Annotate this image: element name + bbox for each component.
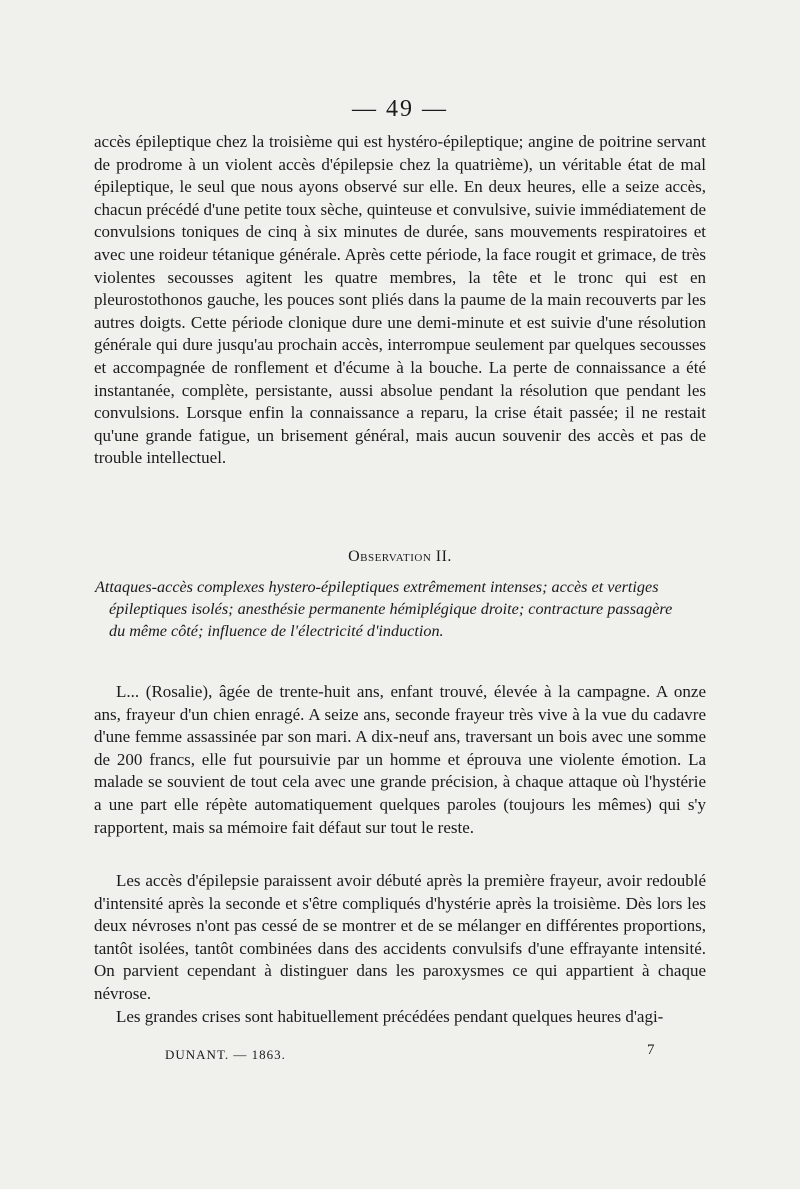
observation-title: Observation II. — [348, 548, 452, 565]
footer-signature: DUNANT. — 1863. — [165, 1047, 286, 1062]
opening-paragraph-block — [94, 131, 706, 470]
paragraph: accès épileptique chez la troisième qui est hystéro-épileptique; angine de poitrine servant de prodrome à un violent accès d'épilepsie chez la quatrième), un véritable état de mal épileptique, le seul que nous ayons observé sur elle. En deux heures, elle a seize accès, chacun précédé d'une petite toux sèche, quinteuse et convulsive, suivie immédiatement de convulsions toniques de cinq à six minutes de durée, sans mouvements respiratoires et avec une roideur tétanique générale. Après cette période, la face rougit et grimace, de très violentes secousses agitent les quatre membres, la tête et le tronc qui est en pleurostothonos gauche, les pouces sont pliés dans la paume de la main recouverts par les autres doigts. Cette période clonique dure une demi-minute et est suivie d'une résolution générale qui dure jusqu'au prochain accès, interrompue seulement par quelques secousses et accompagnée de ronflement et d'écume à la bouche. La perte de connaissance a été instantanée, complète, persistante, aussi absolue pendant la résolution que pendant les convulsions. Lorsque enfin la connaissance a reparu, la crise était passée; il ne restait qu'une grande fatigue, un brisement général, mais aucun souvenir des accès et pas de trouble intellectuel. — [94, 132, 706, 468]
observation-summary — [95, 576, 707, 642]
paragraph: Les accès d'épilepsie paraissent avoir débuté après la première frayeur, avoir redoublé d'intensité après la seconde et s'être compliqués d'hystérie après la troisième. Dès lors les deux névroses n'ont pas cessé de se montrer et de se mélanger en différentes proportions, tantôt isolées, tantôt combinées dans des accidents convulsifs d'une effrayante intensité. On parvient cependant à distinguer dans les paroxysmes ce qui appartient à chaque névrose. — [94, 871, 706, 1003]
summary-line: épileptiques isolés; anesthésie permanente hémiplégique droite; contracture passagère — [109, 600, 673, 618]
case-history-block — [94, 681, 706, 839]
footer-sheet-number: 7 — [647, 1042, 655, 1058]
closing-paragraph-block — [94, 870, 706, 1028]
paragraph: L... (Rosalie), âgée de trente-huit ans, enfant trouvé, élevée à la campagne. A onze ans, frayeur d'un chien enragé. A seize ans, seconde frayeur très vive à la vue du cadavre d'une femme assassinée par son mari. A dix-neuf ans, traversant un bois avec une somme de 200 francs, elle fut poursuivie par un homme et éprouva une violente émotion. La malade se souvient de tout cela avec une grande précision, à chaque attaque où l'hystérie a une part elle répète automatiquement quelques paroles (toujours les mêmes) qui s'y rapportent, mais sa mémoire fait défaut sur tout le reste. — [94, 682, 706, 837]
paragraph: Les grandes crises sont habituellement précédées pendant quelques heures d'agi- — [116, 1006, 664, 1026]
page-number: — 49 — — [352, 96, 448, 122]
summary-line: du même côté; influence de l'électricité d'induction. — [109, 622, 444, 640]
summary-line: Attaques-accès complexes hystero-épileptiques extrêmement intenses; accès et vertiges — [95, 578, 659, 596]
